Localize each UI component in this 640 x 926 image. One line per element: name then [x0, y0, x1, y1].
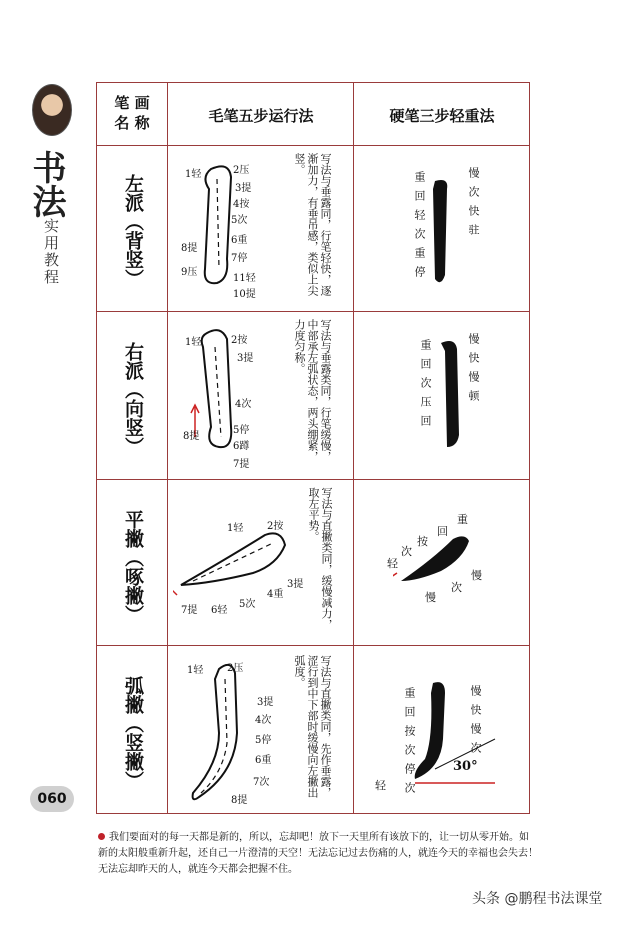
book-subtitle: 实用教程	[42, 218, 60, 286]
row2-note: 写法与垂露类同，行笔缓慢，中部承左弧状态，两头绷紧，力度匀称。	[293, 319, 332, 462]
footer-quote: 我们要面对的每一天都是新的，所以，忘却吧！放下一天里所有该放下的，让一切从零开始。如新的太阳般重新升起，还自己一片澄清的天空！无法忘记过去伤痛的人，就连今天的幸福也会失去！无法忘却昨天的人，就连今天都会把握不住。	[98, 832, 538, 875]
row4-pen-right: 慢快慢次	[469, 685, 482, 761]
row2-name: 右派（向竖）	[122, 342, 144, 456]
row1-pen-right: 慢次快驻	[467, 167, 480, 243]
row4-note: 写法与直撇类同，先作垂露，涩行到中下部时缓慢向左撇出弧度。	[293, 655, 332, 798]
row2-pen-stroke	[435, 337, 465, 457]
header-stroke-name: 笔 画 名 称	[114, 94, 150, 132]
bullet-icon	[98, 833, 105, 840]
book-title: 书法	[26, 150, 66, 218]
watermark: 头条 @鹏程书法课堂	[472, 891, 603, 907]
row1-name: 左派（背竖）	[122, 174, 144, 288]
angle-label: 30°	[453, 759, 478, 774]
row3-note: 写法与直撇类同，缓慢减力，取左平势。	[307, 487, 333, 630]
row3-brush-diagram	[173, 525, 303, 605]
row4-name: 弧撇（竖撇）	[122, 676, 144, 790]
author-avatar	[32, 84, 72, 136]
row1-note: 写法与垂露同，行笔轻快，逐渐加力，有垂吊感，类似上尖竖。	[293, 153, 332, 296]
header-pen-method: 硬笔三步轻重法	[389, 107, 495, 125]
row2-pen-left: 重回次压回	[419, 339, 432, 434]
row2-pen-right: 慢快慢顿	[467, 333, 480, 409]
header-brush-method: 毛笔五步运行法	[208, 107, 314, 125]
strokes-table: 笔 画 名 称 毛笔五步运行法 硬笔三步轻重法 左派（背竖） 1轻 8提 9压 2压 3提 4按 5次 6重 7停 11轻 10提 写法与垂露同，行笔轻快，逐渐加力，有垂吊感，类似上尖竖。 重回轻次重停 慢次快驻 右派（向竖） 1轻 8提 2按 3提 4次 5停 6蹲 7提 写法与垂露类同，行笔缓慢，中部承左弧状态，两头绷紧，力度匀称。 重回次压回 慢快慢顿 平撇（啄撇） 1轻 2按 3提 4重 5次 6轻 7提 写法与直撇类同，缓慢减力，取左平势。 重 回 按 次 轻 次 慢 慢 弧撇（竖撇） 1轻 2压 3提 4次 5停 6重 7次 8提 写法与直撇类同，先作垂露，涩行到中下部时缓慢向左撇出弧度。 重回按次停次 轻 慢快慢次 30°	[96, 82, 530, 814]
row4-pen-left: 重回按次停次	[403, 687, 416, 801]
row1-pen-left: 重回轻次重停	[413, 171, 426, 285]
row3-name: 平撇（啄撇）	[122, 510, 144, 624]
row1-pen-stroke	[427, 175, 457, 295]
page-number: 060	[30, 786, 74, 812]
row4-brush-diagram	[175, 653, 295, 813]
